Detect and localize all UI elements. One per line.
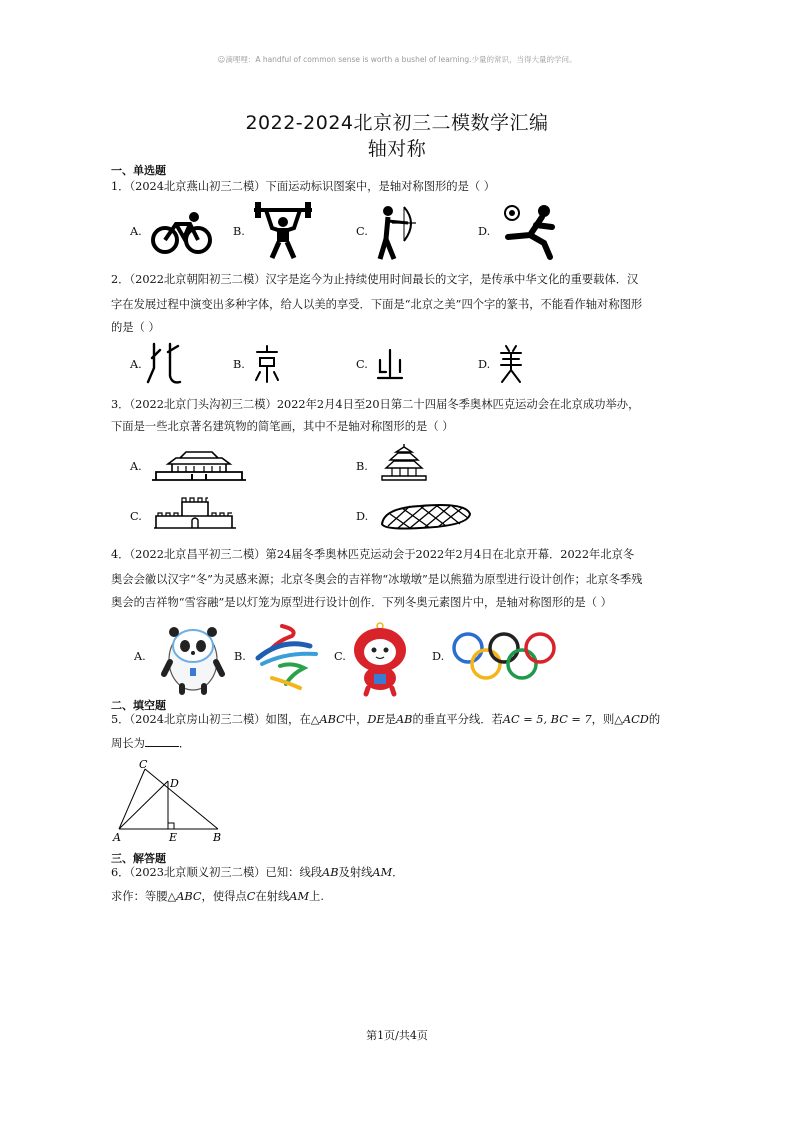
label-b: B (213, 831, 222, 844)
q5-condition: AC = 5, BC = 7 (502, 713, 592, 726)
q6-ray-am: AM (372, 866, 393, 879)
q5-mid-2: 是 (384, 713, 396, 726)
page-title: 2022-2024北京初三二模数学汇编 (245, 112, 549, 134)
option-b-label: B. (356, 460, 368, 473)
question-3-line-2: 下面是一些北京著名建筑物的简笔画，其中不是轴对称图形的是（ ） (111, 420, 454, 433)
question-6-line-2 (111, 883, 686, 910)
ring-blue (454, 634, 482, 662)
ring-red (526, 634, 554, 662)
cycling-icon (150, 210, 212, 255)
bing-dwen-dwen-icon (162, 622, 224, 692)
q5-segment-ab: AB (396, 713, 413, 726)
q5-mid-1: 中， (344, 713, 368, 726)
option-a-label: A. (130, 358, 142, 371)
q5-line-2-text: 周长为 (111, 737, 145, 750)
q5-mid-3: 的垂直平分线．若 (412, 713, 503, 726)
question-5-line-1 (111, 706, 686, 733)
q6-prefix: 6．（2023北京顺义初三二模）已知：线段 (111, 866, 323, 879)
q6-line-2-mid: ，使得点 (201, 890, 247, 903)
question-2-line-2: 字在发展过程中演变出多种字体，给人以美的享受．下面是“北京之美”四个字的篆书，不能看作轴对称图形 (111, 298, 643, 311)
seal-glyph-jing-icon (254, 346, 280, 386)
question-4-line-3: 奥会的吉祥物“雪容融”是以灯笼为原型进行设计创作．下列冬奥元素图片中，是轴对称图形的是（ ） (111, 596, 612, 609)
q6-point-c: C (246, 890, 256, 903)
question-5-line-2 (111, 730, 686, 757)
section-heading-solve: 三、解答题 (111, 852, 166, 865)
option-d-label: D. (478, 358, 491, 371)
seal-glyph-mei-icon (498, 344, 524, 384)
option-b-label: B. (234, 650, 246, 663)
question-1-options (130, 205, 570, 260)
question-4-line-2: 奥会会徽以汉字“冬”为灵感来源；北京冬奥会的吉祥物“冰墩墩”是以熊猫为原型进行设计创作；北京冬季残 (111, 573, 643, 586)
page-subtitle: 轴对称 (367, 138, 427, 160)
question-2-options (130, 342, 570, 388)
birds-nest-icon (380, 500, 472, 532)
question-2-line-1: 2．（2022北京朝阳初三二模）汉字是迄今为止持续使用时间最长的文字，是传承中华文化的重要载体．汉 (111, 273, 639, 286)
question-4-options (134, 622, 574, 698)
q5-segment-de: DE (367, 713, 385, 726)
seal-glyph-zhi-icon (376, 348, 404, 384)
section-heading-fill-blank: 二、填空题 (111, 699, 166, 712)
ring-green (508, 650, 536, 678)
weightlifting-icon (252, 202, 314, 258)
q6-line-2-end: 上. (309, 890, 324, 903)
winter-olympics-emblem-icon (252, 624, 324, 690)
option-c-label: C. (356, 358, 368, 371)
q6-line-1-end: ． (392, 866, 404, 879)
option-d-label: D. (432, 650, 445, 663)
question-6-line-1 (111, 859, 686, 886)
question-2-line-3: 的是（ ） (111, 321, 160, 334)
option-c-label: C. (356, 225, 368, 238)
q5-triangle-acd: △ACD (614, 713, 649, 726)
q5-triangle-abc: △ABC (310, 713, 345, 726)
q5-mid-4: ，则 (591, 713, 615, 726)
seal-glyph-bei-icon (146, 342, 182, 386)
q6-segment-ab: AB (322, 866, 339, 879)
question-1-text: 1．（2024北京燕山初三二模）下面运动标识图案中，是轴对称图形的是（ ） (111, 180, 496, 193)
q5-end: ． (178, 737, 191, 750)
tiananmen-icon (152, 446, 246, 484)
archery-icon (372, 205, 422, 261)
label-a: A (113, 831, 121, 844)
answer-blank[interactable] (145, 734, 179, 747)
label-d: D (170, 777, 179, 790)
label-e: E (169, 831, 178, 844)
question-3-options (130, 444, 570, 536)
option-a-label: A. (134, 650, 146, 663)
olympic-rings-icon (452, 632, 560, 682)
great-wall-icon (154, 498, 236, 530)
label-c: C (139, 758, 148, 771)
section-heading-single-choice: 一、单选题 (111, 164, 166, 177)
temple-of-heaven-icon (380, 444, 428, 484)
question-3-line-1: 3．（2022北京门头沟初三二模）2022年2月4日至20日第二十四届冬季奥林匹克运动会在北京成功举办， (111, 398, 640, 411)
option-b-label: B. (233, 358, 245, 371)
q5-suffix: 的 (648, 713, 661, 726)
q6-line-2-prefix: 求作：等腰 (111, 890, 168, 903)
q6-ray-am-2: AM (289, 890, 310, 903)
page-footer: 第1页/共4页 (366, 1029, 428, 1042)
q6-mid: 及射线 (338, 866, 373, 879)
football-icon (500, 203, 560, 259)
q6-line-2-mid-2: 在射线 (255, 890, 290, 903)
shuey-rhon-rhon-icon (350, 622, 410, 694)
triangle-figure (112, 757, 232, 847)
ring-yellow (472, 650, 500, 678)
option-c-label: C. (130, 510, 142, 523)
ring-black (490, 634, 518, 662)
option-a-label: A. (130, 460, 142, 473)
question-4-line-1: 4．（2022北京昌平初三二模）第24届冬季奥林匹克运动会于2022年2月4日在北京开幕．2022年北京冬 (111, 548, 635, 561)
q5-prefix: 5．（2024北京房山初三二模）如图，在 (111, 713, 311, 726)
option-b-label: B. (233, 225, 245, 238)
option-a-label: A. (130, 225, 142, 238)
option-d-label: D. (478, 225, 491, 238)
option-c-label: C. (334, 650, 346, 663)
header-note: ☺滴哩哩：A handful of common sense is worth a bushel of learning.少量的常识，当得大量的学问。 (217, 55, 577, 64)
option-d-label: D. (356, 510, 369, 523)
q6-triangle-abc: △ABC (167, 890, 202, 903)
